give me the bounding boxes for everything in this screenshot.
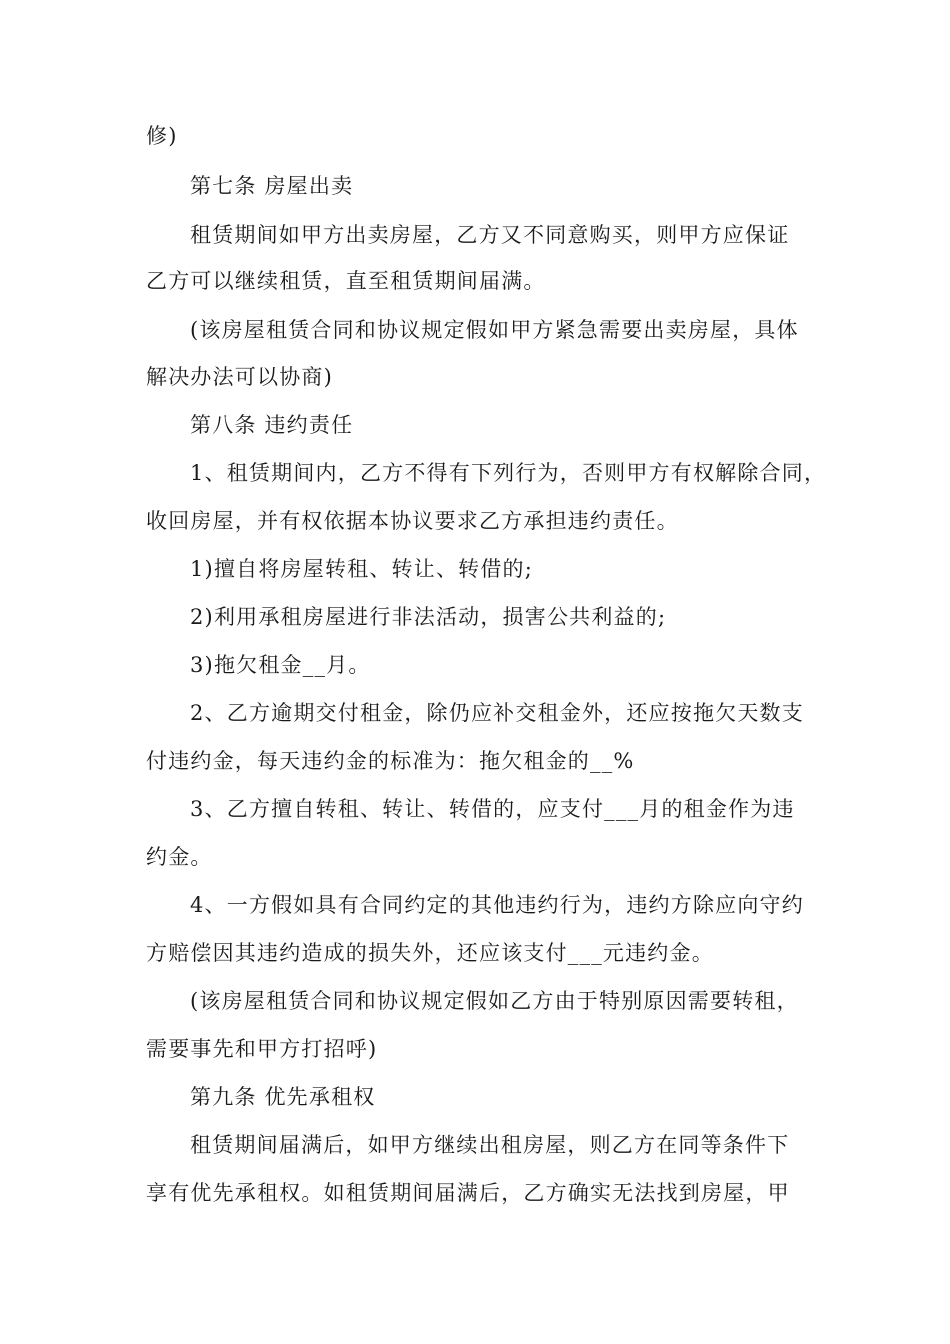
text-line: 4、一方假如具有合同约定的其他违约行为，违约方除应向守约 [190, 893, 804, 917]
text-line: 修) [146, 124, 178, 148]
text-line: 解决办法可以协商) [146, 365, 333, 389]
text-line: 租赁期间如甲方出卖房屋，乙方又不同意购买，则甲方应保证 [190, 223, 790, 247]
text-line: 2、乙方逾期交付租金，除仍应补交租金外，还应按拖欠天数支 [190, 701, 804, 725]
text-line: 享有优先承租权。如租赁期间届满后，乙方确实无法找到房屋，甲 [146, 1181, 790, 1205]
text-line: (该房屋租赁合同和协议规定假如乙方由于特别原因需要转租， [190, 989, 799, 1013]
text-line: 需要事先和甲方打招呼) [146, 1037, 378, 1061]
text-line: 3、乙方擅自转租、转让、转借的，应支付___月的租金作为违 [190, 797, 795, 821]
section-heading: 第七条 房屋出卖 [190, 174, 354, 198]
text-line: (该房屋租赁合同和协议规定假如甲方紧急需要出卖房屋，具体 [190, 318, 799, 342]
text-line: 乙方可以继续租赁，直至租赁期间届满。 [146, 269, 546, 293]
text-line: 方赔偿因其违约造成的损失外，还应该支付___元违约金。 [146, 941, 714, 965]
text-line: 收回房屋，并有权依据本协议要求乙方承担违约责任。 [146, 509, 679, 533]
list-item: 1)擅自将房屋转租、转让、转借的; [190, 557, 534, 581]
list-item: 2)利用承租房屋进行非法活动，损害公共利益的; [190, 605, 667, 629]
text-line: 付违约金，每天违约金的标准为：拖欠租金的__% [146, 749, 635, 773]
list-item: 3)拖欠租金__月。 [190, 653, 371, 677]
text-line: 约金。 [146, 845, 213, 869]
section-heading: 第九条 优先承租权 [190, 1085, 376, 1109]
text-line: 租赁期间届满后，如甲方继续出租房屋，则乙方在同等条件下 [190, 1133, 790, 1157]
text-line: 1、租赁期间内，乙方不得有下列行为，否则甲方有权解除合同， [190, 461, 827, 485]
section-heading: 第八条 违约责任 [190, 413, 354, 437]
